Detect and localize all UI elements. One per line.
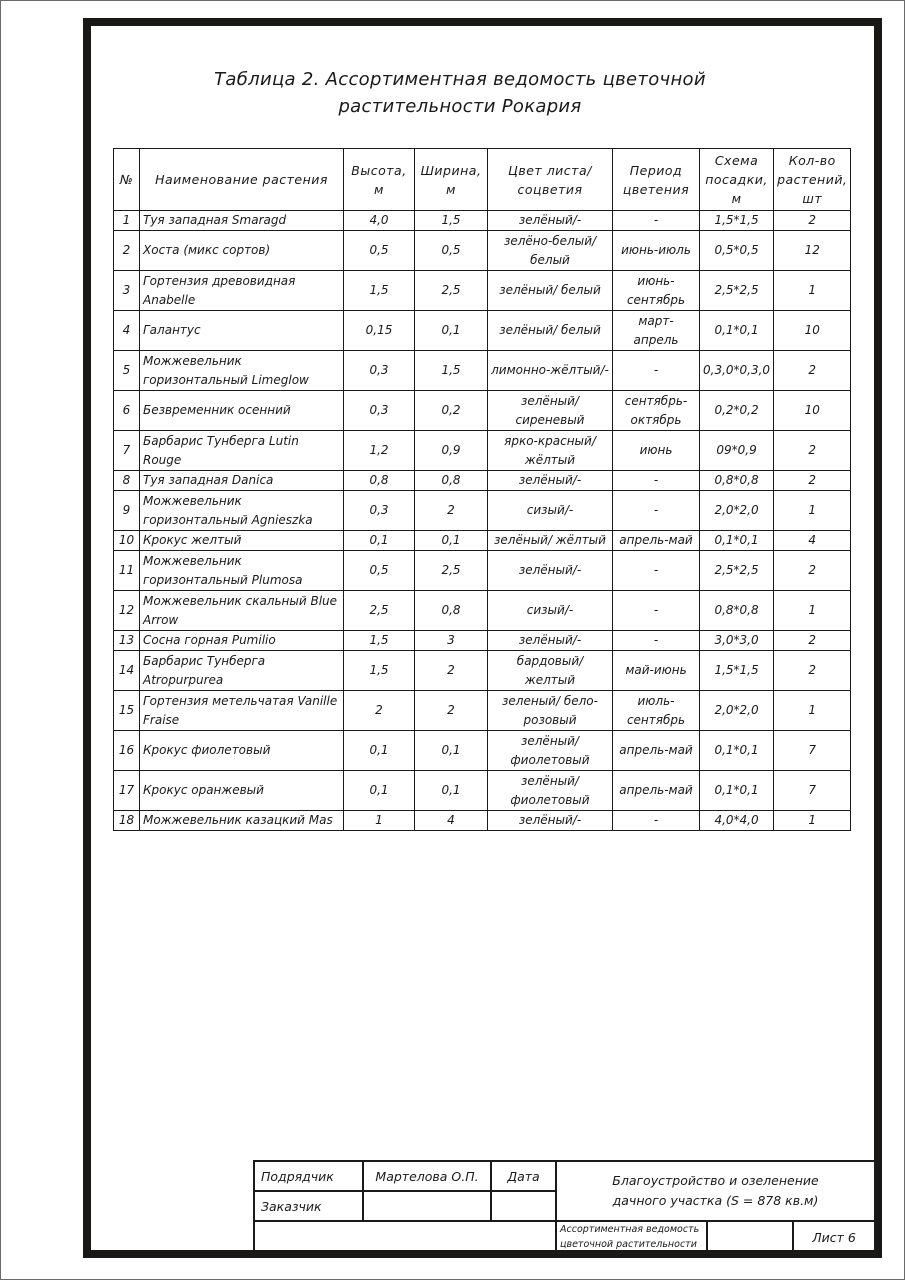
- cell-scheme: 2,0*2,0: [700, 491, 774, 531]
- cell-period: июль-сентябрь: [613, 691, 700, 731]
- header-name: Наименование растения: [140, 149, 344, 211]
- cell-height: 0,8: [344, 471, 415, 491]
- cell-height: 2: [344, 691, 415, 731]
- cell-name: Можжевельник горизонтальный Plumosa: [140, 551, 344, 591]
- cell-width: 0,1: [415, 731, 488, 771]
- cell-name: Барбарис Тунберга Atropurpurea: [140, 651, 344, 691]
- cell-no: 10: [114, 531, 140, 551]
- cell-name: Безвременник осенний: [140, 391, 344, 431]
- table-row: [114, 591, 851, 631]
- cell-name: Крокус фиолетовый: [140, 731, 344, 771]
- cell-period: -: [613, 551, 700, 591]
- cell-qty: 10: [774, 391, 851, 431]
- cell-period: апрель-май: [613, 731, 700, 771]
- cell-name: Барбарис Тунберга Lutin Rouge: [140, 431, 344, 471]
- cell-no: 5: [114, 351, 140, 391]
- cell-period: -: [613, 491, 700, 531]
- cell-name: Можжевельник казацкий Mas: [140, 811, 344, 831]
- cell-name: Гортензия метельчатая Vanille Fraise: [140, 691, 344, 731]
- cell-period: март-апрель: [613, 311, 700, 351]
- table-row: [114, 211, 851, 231]
- cell-height: 0,15: [344, 311, 415, 351]
- cell-color: зелёный/-: [488, 811, 613, 831]
- contractor-label: Подрядчик: [254, 1161, 363, 1191]
- cell-qty: 2: [774, 631, 851, 651]
- cell-color: зеленый/ бело-розовый: [488, 691, 613, 731]
- customer-date-cell: [491, 1191, 556, 1221]
- cell-height: 0,5: [344, 231, 415, 271]
- table-row: [114, 631, 851, 651]
- cell-width: 0,2: [415, 391, 488, 431]
- cell-color: зелёный/ белый: [488, 271, 613, 311]
- header-qty: Кол-во растений, шт: [774, 149, 851, 211]
- cell-height: 1,5: [344, 271, 415, 311]
- cell-scheme: 2,5*2,5: [700, 551, 774, 591]
- cell-no: 15: [114, 691, 140, 731]
- cell-scheme: 0,8*0,8: [700, 591, 774, 631]
- cell-name: Можжевельник горизонтальный Agnieszka: [140, 491, 344, 531]
- table-row: [114, 731, 851, 771]
- cell-qty: 10: [774, 311, 851, 351]
- cell-name: Галантус: [140, 311, 344, 351]
- cell-no: 6: [114, 391, 140, 431]
- cell-name: Крокус желтый: [140, 531, 344, 551]
- header-period: Период цветения: [613, 149, 700, 211]
- cell-height: 1,5: [344, 651, 415, 691]
- cell-height: 0,1: [344, 771, 415, 811]
- customer-label: Заказчик: [254, 1191, 363, 1221]
- cell-color: лимонно-жёлтый/-: [488, 351, 613, 391]
- assortment-table: [113, 148, 851, 831]
- cell-no: 2: [114, 231, 140, 271]
- table-row: [114, 431, 851, 471]
- cell-height: 1: [344, 811, 415, 831]
- cell-no: 7: [114, 431, 140, 471]
- cell-qty: 2: [774, 551, 851, 591]
- sheet-empty-cell: [707, 1221, 793, 1253]
- cell-color: сизый/-: [488, 491, 613, 531]
- cell-scheme: 4,0*4,0: [700, 811, 774, 831]
- cell-color: сизый/-: [488, 591, 613, 631]
- cell-no: 16: [114, 731, 140, 771]
- cell-qty: 1: [774, 591, 851, 631]
- cell-no: 8: [114, 471, 140, 491]
- cell-name: Туя западная Smaragd: [140, 211, 344, 231]
- cell-height: 1,5: [344, 631, 415, 651]
- cell-color: зелёный/-: [488, 471, 613, 491]
- cell-height: 2,5: [344, 591, 415, 631]
- cell-scheme: 0,8*0,8: [700, 471, 774, 491]
- header-height: Высота, м: [344, 149, 415, 211]
- cell-period: -: [613, 471, 700, 491]
- contractor-name: Мартелова О.П.: [363, 1161, 491, 1191]
- sheet-title: Ассортиментная ведомость цветочной растительности: [556, 1221, 707, 1253]
- cell-qty: 4: [774, 531, 851, 551]
- cell-scheme: 1,5*1,5: [700, 651, 774, 691]
- cell-period: апрель-май: [613, 531, 700, 551]
- cell-width: 2: [415, 691, 488, 731]
- title-line-2: растительности Рокария: [338, 96, 582, 117]
- cell-qty: 2: [774, 211, 851, 231]
- cell-height: 0,1: [344, 531, 415, 551]
- cell-period: -: [613, 351, 700, 391]
- cell-width: 2,5: [415, 551, 488, 591]
- cell-scheme: 3,0*3,0: [700, 631, 774, 651]
- header-no: №: [114, 149, 140, 211]
- header-width: Ширина, м: [415, 149, 488, 211]
- cell-no: 4: [114, 311, 140, 351]
- header-color: Цвет листа/ соцветия: [488, 149, 613, 211]
- cell-color: зелёный/-: [488, 551, 613, 591]
- title-line-1: Таблица 2. Ассортиментная ведомость цветочной: [214, 69, 706, 90]
- cell-height: 0,3: [344, 491, 415, 531]
- cell-scheme: 0,1*0,1: [700, 731, 774, 771]
- cell-no: 12: [114, 591, 140, 631]
- cell-color: зелёный/ фиолетовый: [488, 731, 613, 771]
- cell-period: июнь: [613, 431, 700, 471]
- cell-scheme: 0,3,0*0,3,0: [700, 351, 774, 391]
- cell-scheme: 1,5*1,5: [700, 211, 774, 231]
- table-row: [114, 471, 851, 491]
- date-label: Дата: [491, 1161, 556, 1191]
- cell-scheme: 2,5*2,5: [700, 271, 774, 311]
- table-row: [114, 351, 851, 391]
- table-row: [114, 531, 851, 551]
- cell-width: 2: [415, 491, 488, 531]
- cell-color: зелёно-белый/ белый: [488, 231, 613, 271]
- cell-height: 0,3: [344, 351, 415, 391]
- cell-qty: 2: [774, 431, 851, 471]
- cell-scheme: 0,1*0,1: [700, 311, 774, 351]
- cell-qty: 1: [774, 691, 851, 731]
- cell-qty: 12: [774, 231, 851, 271]
- cell-scheme: 0,1*0,1: [700, 531, 774, 551]
- table-row: [114, 651, 851, 691]
- cell-name: Крокус оранжевый: [140, 771, 344, 811]
- cell-no: 1: [114, 211, 140, 231]
- cell-width: 0,8: [415, 471, 488, 491]
- cell-color: зелёный/-: [488, 211, 613, 231]
- cell-color: зелёный/ белый: [488, 311, 613, 351]
- cell-scheme: 09*0,9: [700, 431, 774, 471]
- cell-width: 0,9: [415, 431, 488, 471]
- cell-qty: 1: [774, 491, 851, 531]
- cell-width: 1,5: [415, 351, 488, 391]
- title-block: [253, 1160, 876, 1254]
- table-row: [114, 391, 851, 431]
- cell-height: 1,2: [344, 431, 415, 471]
- sheet-number: Лист 6: [793, 1221, 875, 1253]
- cell-width: 0,5: [415, 231, 488, 271]
- cell-no: 14: [114, 651, 140, 691]
- cell-period: июнь-сентябрь: [613, 271, 700, 311]
- cell-color: зелёный/ сиреневый: [488, 391, 613, 431]
- cell-height: 0,1: [344, 731, 415, 771]
- cell-width: 0,8: [415, 591, 488, 631]
- cell-qty: 7: [774, 771, 851, 811]
- cell-width: 3: [415, 631, 488, 651]
- cell-width: 2: [415, 651, 488, 691]
- cell-no: 17: [114, 771, 140, 811]
- project-title: Благоустройство и озеленение дачного участка (S = 878 кв.м): [556, 1161, 875, 1221]
- cell-period: -: [613, 811, 700, 831]
- table-row: [114, 311, 851, 351]
- cell-color: ярко-красный/ жёлтый: [488, 431, 613, 471]
- cell-qty: 1: [774, 811, 851, 831]
- cell-period: -: [613, 631, 700, 651]
- cell-name: Можжевельник скальный Blue Arrow: [140, 591, 344, 631]
- blank-cell: [254, 1221, 556, 1253]
- table-row: [114, 271, 851, 311]
- table-row: [114, 691, 851, 731]
- cell-no: 3: [114, 271, 140, 311]
- cell-period: -: [613, 591, 700, 631]
- cell-qty: 2: [774, 351, 851, 391]
- cell-period: июнь-июль: [613, 231, 700, 271]
- cell-period: -: [613, 211, 700, 231]
- table-row: [114, 811, 851, 831]
- cell-name: Сосна горная Pumilio: [140, 631, 344, 651]
- cell-name: Можжевельник горизонтальный Limeglow: [140, 351, 344, 391]
- cell-period: апрель-май: [613, 771, 700, 811]
- cell-name: Туя западная Danica: [140, 471, 344, 491]
- cell-scheme: 0,1*0,1: [700, 771, 774, 811]
- cell-width: 0,1: [415, 531, 488, 551]
- cell-height: 0,3: [344, 391, 415, 431]
- cell-name: Хоста (микс сортов): [140, 231, 344, 271]
- cell-scheme: 0,5*0,5: [700, 231, 774, 271]
- cell-name: Гортензия древовидная Anabelle: [140, 271, 344, 311]
- cell-color: зелёный/-: [488, 631, 613, 651]
- cell-no: 11: [114, 551, 140, 591]
- cell-color: бардовый/ желтый: [488, 651, 613, 691]
- cell-qty: 2: [774, 471, 851, 491]
- cell-width: 0,1: [415, 771, 488, 811]
- table-row: [114, 551, 851, 591]
- cell-no: 18: [114, 811, 140, 831]
- table-row: [114, 231, 851, 271]
- cell-height: 0,5: [344, 551, 415, 591]
- table-row: [114, 771, 851, 811]
- table-body: [114, 211, 851, 831]
- cell-qty: 2: [774, 651, 851, 691]
- customer-name-cell: [363, 1191, 491, 1221]
- cell-height: 4,0: [344, 211, 415, 231]
- table-header-row: [114, 149, 851, 211]
- cell-color: зелёный/ фиолетовый: [488, 771, 613, 811]
- document-title: [100, 66, 820, 120]
- cell-qty: 7: [774, 731, 851, 771]
- cell-no: 13: [114, 631, 140, 651]
- cell-width: 0,1: [415, 311, 488, 351]
- cell-no: 9: [114, 491, 140, 531]
- cell-width: 2,5: [415, 271, 488, 311]
- table-row: [114, 491, 851, 531]
- cell-qty: 1: [774, 271, 851, 311]
- cell-scheme: 2,0*2,0: [700, 691, 774, 731]
- cell-period: сентябрь-октябрь: [613, 391, 700, 431]
- cell-scheme: 0,2*0,2: [700, 391, 774, 431]
- cell-width: 4: [415, 811, 488, 831]
- cell-color: зелёный/ жёлтый: [488, 531, 613, 551]
- cell-period: май-июнь: [613, 651, 700, 691]
- cell-width: 1,5: [415, 211, 488, 231]
- header-scheme: Схема посадки, м: [700, 149, 774, 211]
